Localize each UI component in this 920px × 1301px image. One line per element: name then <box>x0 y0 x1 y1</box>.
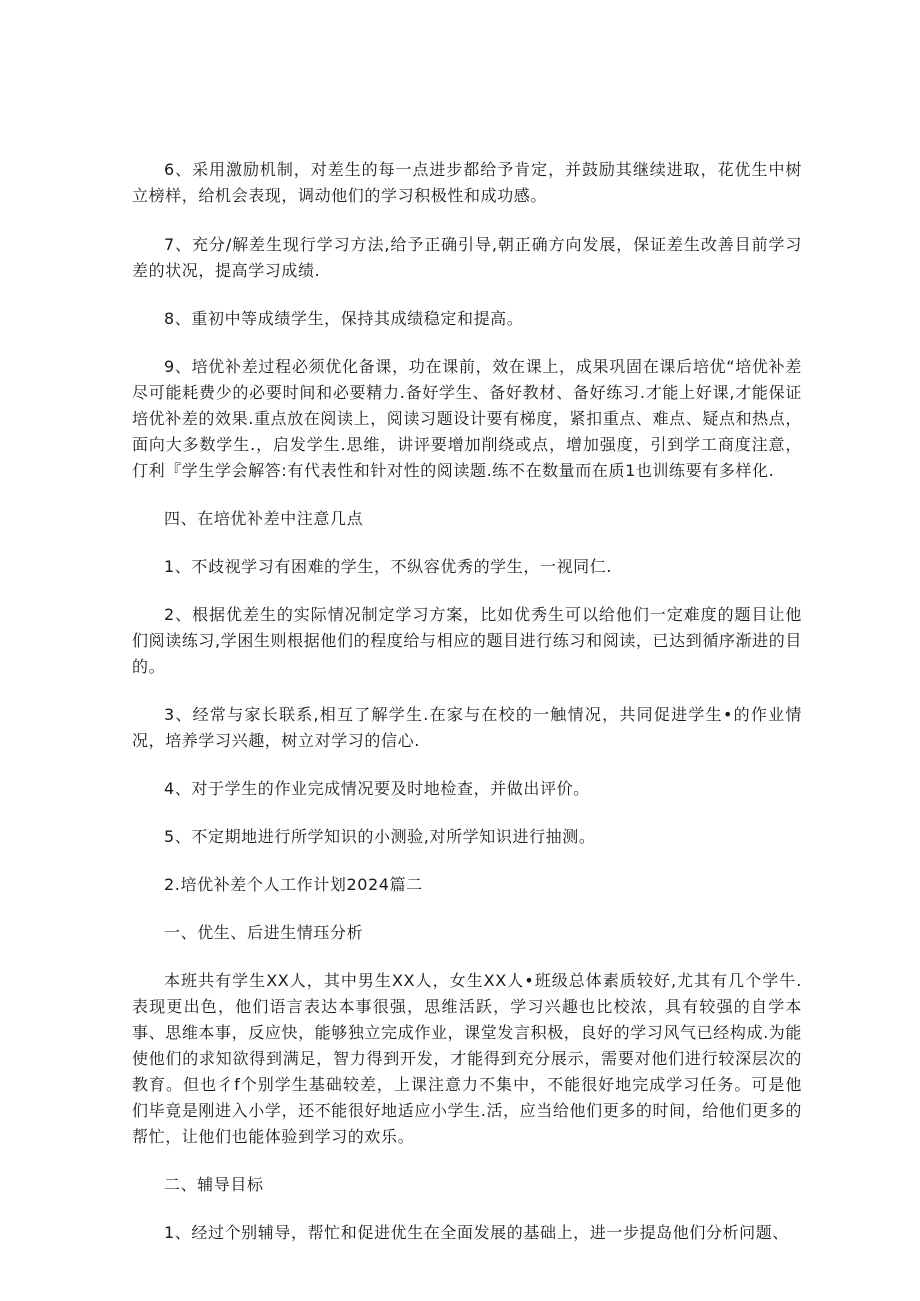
paragraph-point-4: 4、对于学生的作业完成情况要及时地检查，并做出评价。 <box>164 779 590 798</box>
paragraph-item-6: 6、采用激励机制，对差生的每一点进步都给予肯定，并鼓励其继续进取，花优生中树立榜样，给机会表现，调动他们的学习积极性和成功感。 <box>132 160 802 205</box>
article-title-part-two: 2.培优补差个人工作计划2024篇二 <box>164 875 423 894</box>
paragraph-item-8: 8、重初中等成绩学生，保持其成绩稳定和提高。 <box>164 309 524 328</box>
paragraph-class-analysis: 本班共有学生XX人，其中男生XX人，女生XX人•班级总体素质较好,尤其有几个学牛.表现更出色，他们语言表达本事很强，思维活跃，学习兴趣也比校浓，具有较强的自学本事、思维本事，反应快，能够独立完成作业，课堂发言积极，良好的学习风气已经构成.为能使他们的求知欲得到满足，智力得到开发，才能得到充分展示，需要对他们进行较深层次的教育。但也彳f个别学生基础较差，上课注意力不集中，不能很好地完成学习任务。可是他们毕竟是刚进入小学，还不能很好地适应小学生.活，应当给他们更多的时间，给他们更多的帮忙，让他们也能体验到学习的欢乐。 <box>132 971 802 1146</box>
paragraph-point-3: 3、经常与家长联系,相互了解学生.在家与在校的一触情况，共同促进学生•的作业情况，培养学习兴趣，树立对学习的信心. <box>132 705 802 750</box>
document-body <box>132 157 802 1246</box>
paragraph-point-1: 1、不歧视学习有困难的学生，不纵容优秀的学生，一视同仁. <box>164 557 613 576</box>
paragraph-item-7: 7、充分/解差生现行学习方法,给予正确引导,朝正确方向发展，保证差生改善目前学习差的状况，提高学习成绩. <box>132 235 802 280</box>
section-heading-four: 四、在培优补差中注意几点 <box>164 509 364 528</box>
paragraph-goal-1: 1、经过个别辅导，帮忙和促进优生在全面发展的基础上，进一步提岛他们分析问题、 <box>164 1223 789 1242</box>
paragraph-point-2: 2、根据优差生的实际情况制定学习方案，比如优秀生可以给他们一定难度的题目让他们阅读练习,学困生则根据他们的程度给与相应的题目进行练习和阅读，已达到循序渐进的目的。 <box>132 605 802 676</box>
paragraph-point-5: 5、不定期地进行所学知识的小测验,对所学知识进行抽测。 <box>164 827 596 846</box>
section-heading-two: 二、辅导目标 <box>164 1175 264 1194</box>
section-heading-one: 一、优生、后进生情珏分析 <box>164 923 364 942</box>
paragraph-item-9: 9、培优补差过程必须优化备课，功在课前，效在课上，成果巩固在课后培优“培优补差尽可能耗费少的必要时间和必要精力.备好学生、备好教材、备好练习.才能上好课,才能保证培优补差的效果.重点放在阅读上，阅读习题设计要有梯度，紧扣重点、难点、疑点和热点，面向大多数学生.，启发学生.思维，讲评要增加削绕或点，增加强度，引到学工商度注意，仃利『学生学会解答:有代表性和针对性的阅读题.练不在数量而在质1也训练要有多样化. <box>132 357 802 480</box>
